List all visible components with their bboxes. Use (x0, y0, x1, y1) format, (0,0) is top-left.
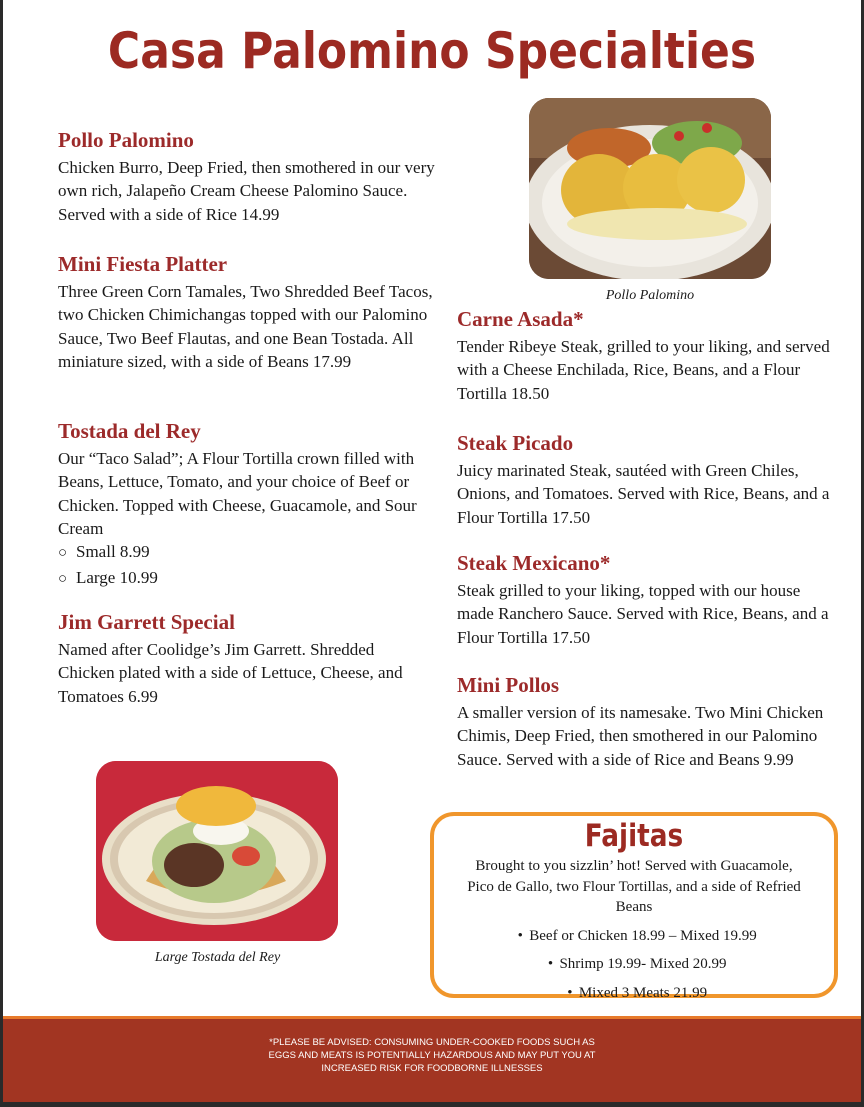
item-description: Named after Coolidge’s Jim Garrett. Shredded Chicken plated with a side of Lettuce, Cheese, and Tomatoes 6.99 (58, 640, 403, 706)
page-title: Casa Palomino Specialties (107, 22, 757, 80)
page-border-bottom (0, 1102, 864, 1107)
menu-item-steak-mexicano (457, 551, 837, 649)
item-description: Tender Ribeye Steak, grilled to your liking, and served with a Cheese Enchilada, Rice, Beans, and a Flour Tortilla 18.50 (457, 337, 830, 403)
tostada-image (96, 761, 338, 941)
menu-item-pollo-palomino (58, 128, 443, 226)
menu-item-tostada-del-rey (58, 419, 436, 591)
fajitas-box (430, 812, 838, 1001)
bullet-icon: • (517, 927, 523, 944)
item-name: Tostada del Rey (58, 419, 201, 443)
item-description: Our “Taco Salad”; A Flour Tortilla crown filled with Beans, Lettuce, Tomato, and your choice of Beef or Chicken. Topped with Cheese, Guacamole, and Sour Cream (58, 449, 417, 538)
item-description: Chicken Burro, Deep Fried, then smothered in our very own rich, Jalapeño Cream Cheese Palomino Sauce. Served with a side of Rice 14.99 (58, 158, 435, 224)
menu-item-steak-picado (457, 431, 837, 529)
footer-advisory-band (3, 1019, 861, 1102)
photo-caption-top: Pollo Palomino (605, 288, 695, 303)
bullet-icon: • (567, 984, 573, 1001)
fajitas-option: • Mixed 3 Meats 21.99 (434, 979, 834, 1008)
item-name: Steak Picado (457, 431, 574, 455)
item-description: Steak grilled to your liking, topped with our house made Ranchero Sauce. Served with Rice, Beans, and a Flour Tortilla 17.50 (457, 581, 829, 647)
circle-bullet-icon: ○ (58, 545, 68, 562)
option-large: ○ Large 10.99 (58, 566, 436, 592)
item-name: Steak Mexicano* (457, 551, 611, 575)
footer-advisory-text: *PLEASE BE ADVISED: CONSUMING UNDER-COOKED FOODS SUCH AS EGGS AND MEATS IS POTENTIALLY HAZARDOUS AND MAY PUT YOU AT INCREASED RISK FOR FOODBORNE ILLNESSES (268, 1037, 596, 1074)
bullet-icon: • (547, 956, 554, 972)
page-border-left (0, 0, 3, 1107)
menu-item-carne-asada (457, 307, 837, 405)
item-name: Mini Pollos (457, 673, 560, 697)
item-description: Three Green Corn Tamales, Two Shredded Beef Tacos, two Chicken Chimichangas topped with our Palomino Sauce, Two Beef Flautas, and one Bean Tostada. All miniature sized, with a side of Beans 17.99 (58, 282, 433, 371)
item-description: A smaller version of its namesake. Two Mini Chicken Chimis, Deep Fried, then smothered in our Palomino Sauce. Served with a side of Rice and Beans 9.99 (457, 703, 824, 769)
menu-item-jim-garrett-special (58, 610, 428, 708)
option-small: ○ Small 8.99 (58, 540, 436, 566)
item-name: Jim Garrett Special (58, 610, 235, 634)
tostada-del-rey-photo (96, 761, 338, 941)
fajitas-option: • Shrimp 19.99- Mixed 20.99 (434, 950, 834, 979)
photo-caption-bottom: Large Tostada del Rey (154, 950, 281, 965)
item-name: Carne Asada* (457, 307, 584, 331)
fajitas-description: Brought to you sizzlin’ hot! Served with Guacamole, Pico de Gallo, two Flour Tortillas, and a side of Refried Beans (467, 858, 801, 915)
item-description: Juicy marinated Steak, sautéed with Green Chiles, Onions, and Tomatoes. Served with Rice, Beans, and a Flour Tortilla 17.50 (457, 461, 830, 527)
fajitas-options (434, 922, 834, 1008)
circle-bullet-icon: ○ (58, 570, 68, 587)
menu-item-mini-pollos (457, 673, 833, 771)
menu-item-mini-fiesta-platter (58, 252, 436, 373)
fajitas-option: • Beef or Chicken 18.99 – Mixed 19.99 (434, 922, 834, 951)
size-options (58, 540, 436, 591)
item-name: Pollo Palomino (58, 128, 194, 152)
pollo-palomino-image (529, 98, 771, 279)
item-name: Mini Fiesta Platter (58, 252, 228, 276)
pollo-palomino-photo (529, 98, 771, 279)
fajitas-title: Fajitas (584, 818, 684, 854)
